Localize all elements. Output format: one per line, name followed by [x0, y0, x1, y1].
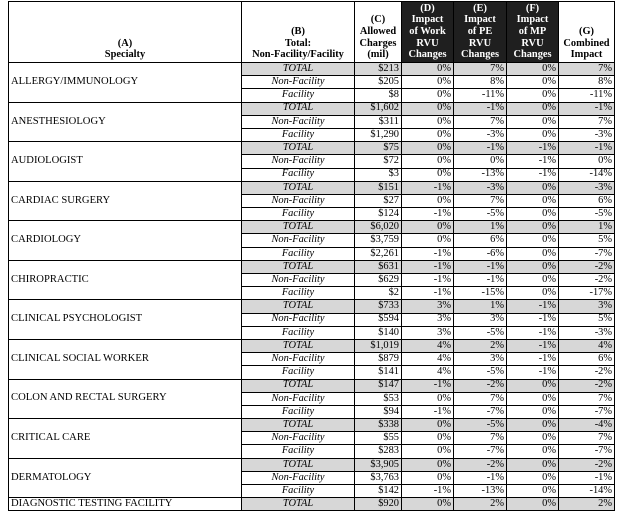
- work-impact-cell: 0%: [402, 63, 454, 76]
- mp-impact-cell: 0%: [507, 287, 559, 300]
- specialty-name: CRITICAL CARE: [9, 419, 242, 459]
- mp-impact-cell: -1%: [507, 155, 559, 168]
- work-impact-cell: -1%: [402, 379, 454, 392]
- combined-impact-cell: -1%: [559, 471, 615, 484]
- header-allowed-charges: (C) Allowed Charges (mil): [355, 2, 402, 63]
- allowed-charges-cell: $27: [355, 194, 402, 207]
- pe-impact-cell: -13%: [454, 485, 507, 498]
- segment-label: TOTAL: [242, 379, 355, 392]
- mp-impact-cell: 0%: [507, 379, 559, 392]
- table-body: [9, 63, 615, 511]
- segment-label: Non-Facility: [242, 234, 355, 247]
- combined-impact-cell: -14%: [559, 485, 615, 498]
- work-impact-cell: 0%: [402, 89, 454, 102]
- allowed-charges-cell: $142: [355, 485, 402, 498]
- pe-impact-cell: -5%: [454, 419, 507, 432]
- segment-label: Facility: [242, 128, 355, 141]
- pe-impact-cell: -1%: [454, 142, 507, 155]
- combined-impact-cell: -7%: [559, 405, 615, 418]
- allowed-charges-cell: $124: [355, 208, 402, 221]
- segment-label: Non-Facility: [242, 392, 355, 405]
- pe-impact-cell: -1%: [454, 260, 507, 273]
- mp-impact-cell: -1%: [507, 353, 559, 366]
- mp-impact-cell: 0%: [507, 458, 559, 471]
- allowed-charges-cell: $879: [355, 353, 402, 366]
- allowed-charges-cell: $6,020: [355, 221, 402, 234]
- allowed-charges-cell: $8: [355, 89, 402, 102]
- mp-impact-cell: 0%: [507, 221, 559, 234]
- work-impact-cell: -1%: [402, 287, 454, 300]
- segment-label: TOTAL: [242, 339, 355, 352]
- segment-label: TOTAL: [242, 260, 355, 273]
- allowed-charges-cell: $140: [355, 326, 402, 339]
- pe-impact-cell: -2%: [454, 458, 507, 471]
- segment-label: Facility: [242, 247, 355, 260]
- work-impact-cell: 0%: [402, 234, 454, 247]
- mp-impact-cell: 0%: [507, 260, 559, 273]
- segment-label: TOTAL: [242, 221, 355, 234]
- work-impact-cell: 0%: [402, 445, 454, 458]
- pe-impact-cell: 7%: [454, 432, 507, 445]
- pe-impact-cell: -2%: [454, 379, 507, 392]
- table-row: [9, 419, 615, 432]
- segment-label: Facility: [242, 445, 355, 458]
- allowed-charges-cell: $1,019: [355, 339, 402, 352]
- specialty-name: COLON AND RECTAL SURGERY: [9, 379, 242, 419]
- mp-impact-cell: 0%: [507, 471, 559, 484]
- combined-impact-cell: 8%: [559, 76, 615, 89]
- header-combined-impact: (G) Combined Impact: [559, 2, 615, 63]
- work-impact-cell: 3%: [402, 326, 454, 339]
- combined-impact-cell: 0%: [559, 155, 615, 168]
- segment-label: Non-Facility: [242, 432, 355, 445]
- allowed-charges-cell: $2: [355, 287, 402, 300]
- mp-impact-cell: 0%: [507, 485, 559, 498]
- mp-impact-cell: -1%: [507, 339, 559, 352]
- header-non-facility-facility: (B) Total: Non-Facility/Facility: [242, 2, 355, 63]
- work-impact-cell: 0%: [402, 392, 454, 405]
- segment-label: Non-Facility: [242, 471, 355, 484]
- allowed-charges-cell: $629: [355, 274, 402, 287]
- mp-impact-cell: 0%: [507, 89, 559, 102]
- work-impact-cell: 0%: [402, 115, 454, 128]
- segment-label: Non-Facility: [242, 155, 355, 168]
- table-row: [9, 379, 615, 392]
- work-impact-cell: 0%: [402, 128, 454, 141]
- work-impact-cell: 0%: [402, 221, 454, 234]
- segment-label: Non-Facility: [242, 115, 355, 128]
- work-impact-cell: 0%: [402, 194, 454, 207]
- segment-label: Facility: [242, 405, 355, 418]
- work-impact-cell: -1%: [402, 247, 454, 260]
- segment-label: Non-Facility: [242, 313, 355, 326]
- specialty-name: CARDIOLOGY: [9, 221, 242, 261]
- allowed-charges-cell: $141: [355, 366, 402, 379]
- mp-impact-cell: -1%: [507, 326, 559, 339]
- table-row: [9, 221, 615, 234]
- pe-impact-cell: -3%: [454, 128, 507, 141]
- mp-impact-cell: 0%: [507, 247, 559, 260]
- allowed-charges-cell: $338: [355, 419, 402, 432]
- combined-impact-cell: -4%: [559, 419, 615, 432]
- combined-impact-cell: 1%: [559, 221, 615, 234]
- work-impact-cell: 0%: [402, 432, 454, 445]
- allowed-charges-cell: $733: [355, 300, 402, 313]
- table-row: [9, 458, 615, 471]
- table-row: [9, 142, 615, 155]
- pe-impact-cell: 6%: [454, 234, 507, 247]
- allowed-charges-cell: $1,290: [355, 128, 402, 141]
- pe-impact-cell: -1%: [454, 274, 507, 287]
- segment-label: Facility: [242, 366, 355, 379]
- allowed-charges-cell: $75: [355, 142, 402, 155]
- allowed-charges-cell: $72: [355, 155, 402, 168]
- combined-impact-cell: -2%: [559, 379, 615, 392]
- combined-impact-cell: -7%: [559, 247, 615, 260]
- pe-impact-cell: -7%: [454, 405, 507, 418]
- pe-impact-cell: 7%: [454, 392, 507, 405]
- mp-impact-cell: 0%: [507, 181, 559, 194]
- allowed-charges-cell: $3,905: [355, 458, 402, 471]
- pe-impact-cell: -6%: [454, 247, 507, 260]
- table-row: [9, 63, 615, 76]
- mp-impact-cell: -1%: [507, 313, 559, 326]
- mp-impact-cell: 0%: [507, 208, 559, 221]
- mp-impact-cell: 0%: [507, 405, 559, 418]
- combined-impact-cell: -2%: [559, 458, 615, 471]
- work-impact-cell: -1%: [402, 485, 454, 498]
- pe-impact-cell: 0%: [454, 155, 507, 168]
- specialty-name: CLINICAL PSYCHOLOGIST: [9, 300, 242, 340]
- pe-impact-cell: 2%: [454, 339, 507, 352]
- allowed-charges-cell: $594: [355, 313, 402, 326]
- specialty-name: AUDIOLOGIST: [9, 142, 242, 182]
- pe-impact-cell: 7%: [454, 115, 507, 128]
- allowed-charges-cell: $147: [355, 379, 402, 392]
- work-impact-cell: -1%: [402, 260, 454, 273]
- mp-impact-cell: 0%: [507, 115, 559, 128]
- segment-label: Facility: [242, 287, 355, 300]
- combined-impact-cell: 7%: [559, 392, 615, 405]
- mp-impact-cell: 0%: [507, 63, 559, 76]
- pe-impact-cell: -13%: [454, 168, 507, 181]
- mp-impact-cell: 0%: [507, 445, 559, 458]
- header-pe-rvu: (E) Impact of PE RVU Changes: [454, 2, 507, 63]
- segment-label: Non-Facility: [242, 274, 355, 287]
- allowed-charges-cell: $2,261: [355, 247, 402, 260]
- combined-impact-cell: 5%: [559, 313, 615, 326]
- allowed-charges-cell: $55: [355, 432, 402, 445]
- pe-impact-cell: -11%: [454, 89, 507, 102]
- work-impact-cell: 0%: [402, 155, 454, 168]
- combined-impact-cell: -1%: [559, 142, 615, 155]
- combined-impact-cell: -2%: [559, 366, 615, 379]
- pe-impact-cell: 8%: [454, 76, 507, 89]
- specialty-name: ALLERGY/IMMUNOLOGY: [9, 63, 242, 103]
- allowed-charges-cell: $3,763: [355, 471, 402, 484]
- mp-impact-cell: -1%: [507, 168, 559, 181]
- mp-impact-cell: 0%: [507, 419, 559, 432]
- mp-impact-cell: 0%: [507, 102, 559, 115]
- allowed-charges-cell: $53: [355, 392, 402, 405]
- mp-impact-cell: -1%: [507, 142, 559, 155]
- segment-label: Facility: [242, 208, 355, 221]
- pe-impact-cell: 7%: [454, 194, 507, 207]
- combined-impact-cell: -11%: [559, 89, 615, 102]
- pe-impact-cell: -1%: [454, 102, 507, 115]
- segment-label: Non-Facility: [242, 194, 355, 207]
- mp-impact-cell: 0%: [507, 234, 559, 247]
- work-impact-cell: 3%: [402, 313, 454, 326]
- segment-label: Non-Facility: [242, 353, 355, 366]
- header-row: [9, 2, 615, 63]
- work-impact-cell: 0%: [402, 142, 454, 155]
- combined-impact-cell: -1%: [559, 102, 615, 115]
- combined-impact-cell: 6%: [559, 353, 615, 366]
- specialty-name: ANESTHESIOLOGY: [9, 102, 242, 142]
- pe-impact-cell: 3%: [454, 353, 507, 366]
- work-impact-cell: -1%: [402, 208, 454, 221]
- allowed-charges-cell: $213: [355, 63, 402, 76]
- pe-impact-cell: -5%: [454, 208, 507, 221]
- allowed-charges-cell: $283: [355, 445, 402, 458]
- allowed-charges-cell: $205: [355, 76, 402, 89]
- work-impact-cell: 4%: [402, 339, 454, 352]
- combined-impact-cell: -14%: [559, 168, 615, 181]
- mp-impact-cell: 0%: [507, 274, 559, 287]
- header-specialty: (A) Specialty: [9, 2, 242, 63]
- specialty-name: DERMATOLOGY: [9, 458, 242, 498]
- work-impact-cell: 3%: [402, 300, 454, 313]
- pe-impact-cell: 1%: [454, 221, 507, 234]
- pe-impact-cell: 1%: [454, 300, 507, 313]
- combined-impact-cell: 7%: [559, 115, 615, 128]
- pe-impact-cell: 3%: [454, 313, 507, 326]
- allowed-charges-cell: $151: [355, 181, 402, 194]
- combined-impact-cell: 7%: [559, 63, 615, 76]
- pe-impact-cell: 2%: [454, 498, 507, 511]
- work-impact-cell: 0%: [402, 102, 454, 115]
- specialty-name: CLINICAL SOCIAL WORKER: [9, 339, 242, 379]
- pe-impact-cell: -5%: [454, 366, 507, 379]
- segment-label: Facility: [242, 89, 355, 102]
- combined-impact-cell: -5%: [559, 208, 615, 221]
- allowed-charges-cell: $920: [355, 498, 402, 511]
- segment-label: TOTAL: [242, 63, 355, 76]
- work-impact-cell: -1%: [402, 274, 454, 287]
- mp-impact-cell: 0%: [507, 498, 559, 511]
- table-row: [9, 300, 615, 313]
- work-impact-cell: 0%: [402, 76, 454, 89]
- segment-label: Facility: [242, 326, 355, 339]
- segment-label: TOTAL: [242, 498, 355, 511]
- combined-impact-cell: -3%: [559, 181, 615, 194]
- work-impact-cell: 0%: [402, 419, 454, 432]
- table-row: [9, 181, 615, 194]
- header-mp-rvu: (F) Impact of MP RVU Changes: [507, 2, 559, 63]
- segment-label: Non-Facility: [242, 76, 355, 89]
- specialty-name: CHIROPRACTIC: [9, 260, 242, 300]
- pe-impact-cell: 7%: [454, 63, 507, 76]
- specialty-name: CARDIAC SURGERY: [9, 181, 242, 221]
- allowed-charges-cell: $1,602: [355, 102, 402, 115]
- combined-impact-cell: 5%: [559, 234, 615, 247]
- segment-label: Facility: [242, 168, 355, 181]
- allowed-charges-cell: $94: [355, 405, 402, 418]
- work-impact-cell: 0%: [402, 471, 454, 484]
- table-row: [9, 498, 615, 511]
- work-impact-cell: 0%: [402, 458, 454, 471]
- combined-impact-cell: -17%: [559, 287, 615, 300]
- pe-impact-cell: -7%: [454, 445, 507, 458]
- allowed-charges-cell: $3: [355, 168, 402, 181]
- table-row: [9, 339, 615, 352]
- combined-impact-cell: -7%: [559, 445, 615, 458]
- mp-impact-cell: 0%: [507, 76, 559, 89]
- pe-impact-cell: -3%: [454, 181, 507, 194]
- allowed-charges-cell: $631: [355, 260, 402, 273]
- allowed-charges-cell: $311: [355, 115, 402, 128]
- combined-impact-cell: 6%: [559, 194, 615, 207]
- pe-impact-cell: -1%: [454, 471, 507, 484]
- segment-label: TOTAL: [242, 300, 355, 313]
- mp-impact-cell: 0%: [507, 392, 559, 405]
- pe-impact-cell: -15%: [454, 287, 507, 300]
- allowed-charges-cell: $3,759: [355, 234, 402, 247]
- segment-label: TOTAL: [242, 458, 355, 471]
- table-row: [9, 260, 615, 273]
- combined-impact-cell: 3%: [559, 300, 615, 313]
- pe-impact-cell: -5%: [454, 326, 507, 339]
- segment-label: TOTAL: [242, 142, 355, 155]
- combined-impact-cell: 2%: [559, 498, 615, 511]
- work-impact-cell: 0%: [402, 498, 454, 511]
- mp-impact-cell: 0%: [507, 432, 559, 445]
- work-impact-cell: 4%: [402, 353, 454, 366]
- combined-impact-cell: -3%: [559, 128, 615, 141]
- mp-impact-cell: 0%: [507, 194, 559, 207]
- segment-label: TOTAL: [242, 102, 355, 115]
- impact-table-container: [8, 1, 615, 511]
- table-row: [9, 102, 615, 115]
- mp-impact-cell: -1%: [507, 366, 559, 379]
- specialty-name: DIAGNOSTIC TESTING FACILITY: [9, 498, 242, 511]
- segment-label: TOTAL: [242, 419, 355, 432]
- work-impact-cell: 4%: [402, 366, 454, 379]
- header-work-rvu: (D) Impact of Work RVU Changes: [402, 2, 454, 63]
- work-impact-cell: -1%: [402, 405, 454, 418]
- combined-impact-cell: -3%: [559, 326, 615, 339]
- rvu-impact-table: [8, 1, 615, 511]
- combined-impact-cell: -2%: [559, 274, 615, 287]
- combined-impact-cell: -2%: [559, 260, 615, 273]
- mp-impact-cell: 0%: [507, 128, 559, 141]
- work-impact-cell: 0%: [402, 168, 454, 181]
- combined-impact-cell: 4%: [559, 339, 615, 352]
- mp-impact-cell: -1%: [507, 300, 559, 313]
- combined-impact-cell: 7%: [559, 432, 615, 445]
- segment-label: TOTAL: [242, 181, 355, 194]
- work-impact-cell: -1%: [402, 181, 454, 194]
- segment-label: Facility: [242, 485, 355, 498]
